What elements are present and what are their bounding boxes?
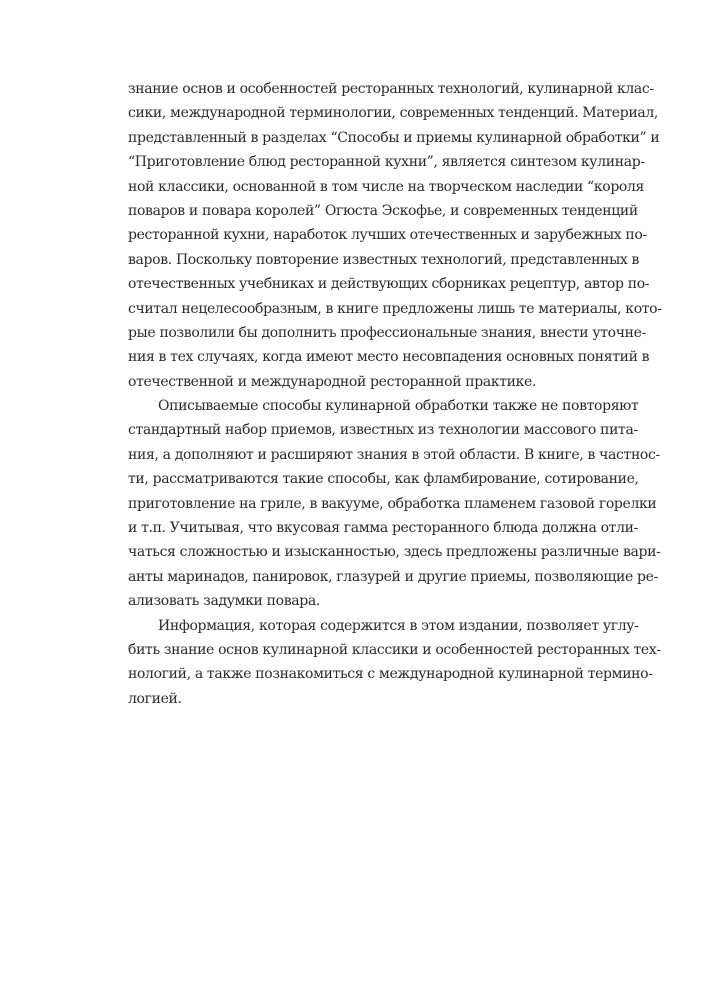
text-line: стандартный набор приемов, известных из технологии массового пита- — [128, 422, 638, 439]
text-line: сики, международной терминологии, современных тенденций. Материал, — [128, 105, 658, 122]
text-line: нологий, а также познакомиться с международной кулинарной термино- — [128, 666, 653, 683]
text-line: считал нецелесообразным, в книге предложены лишь те материалы, кото- — [128, 300, 662, 317]
text-line: представленный в разделах “Способы и приемы кулинарной обработки” и — [128, 129, 660, 146]
text-line: варов. Поскольку повторение известных технологий, представленных в — [128, 251, 640, 268]
text-line: отечественных учебниках и действующих сборниках рецептур, автор по- — [128, 276, 650, 293]
text-line: приготовление на гриле, в вакууме, обработка пламенем газовой горелки — [128, 495, 657, 512]
text-line: ной классики, основанной в том числе на творческом наследии “короля — [128, 178, 645, 195]
text-line: поваров и повара королей” Огюста Эскофье, и современных тенденций — [128, 202, 638, 219]
paragraph-1 — [128, 77, 662, 394]
text-line: “Приготовление блюд ресторанной кухни”, является синтезом кулинар- — [128, 154, 645, 171]
text-line: ресторанной кухни, наработок лучших отечественных и зарубежных по- — [128, 227, 647, 244]
text-line: знание основ и особенностей ресторанных технологий, кулинарной клас- — [128, 81, 654, 97]
text-line: ализовать задумки повара. — [128, 593, 320, 610]
text-line: ти, рассматриваются такие способы, как фламбирование, сотирование, — [128, 471, 639, 488]
text-line: отечественной и международной ресторанной практике. — [128, 373, 537, 390]
text-line: Описываемые способы кулинарной обработки также не повторяют — [158, 398, 639, 415]
text-line: ния в тех случаях, когда имеют место несовпадения основных понятий в — [128, 349, 650, 366]
text-line: ния, а дополняют и расширяют знания в этой области. В книге, в частнос- — [128, 446, 660, 463]
body-text — [128, 77, 662, 711]
text-line: рые позволили бы дополнить профессиональные знания, внести уточне- — [128, 324, 646, 341]
text-line: чаться сложностью и изысканностью, здесь предложены различные вари- — [128, 544, 661, 561]
paragraph-3 — [128, 614, 661, 712]
paragraph-2 — [128, 394, 661, 614]
text-line: бить знание основ кулинарной классики и особенностей ресторанных тех- — [128, 641, 661, 658]
text-line: анты маринадов, панировок, глазурей и другие приемы, позволяющие ре- — [128, 568, 658, 585]
text-line: логией. — [128, 690, 182, 707]
text-line: и т.п. Учитывая, что вкусовая гамма ресторанного блюда должна отли- — [128, 520, 638, 537]
text-line: Информация, которая содержится в этом издании, позволяет углу- — [158, 617, 639, 634]
